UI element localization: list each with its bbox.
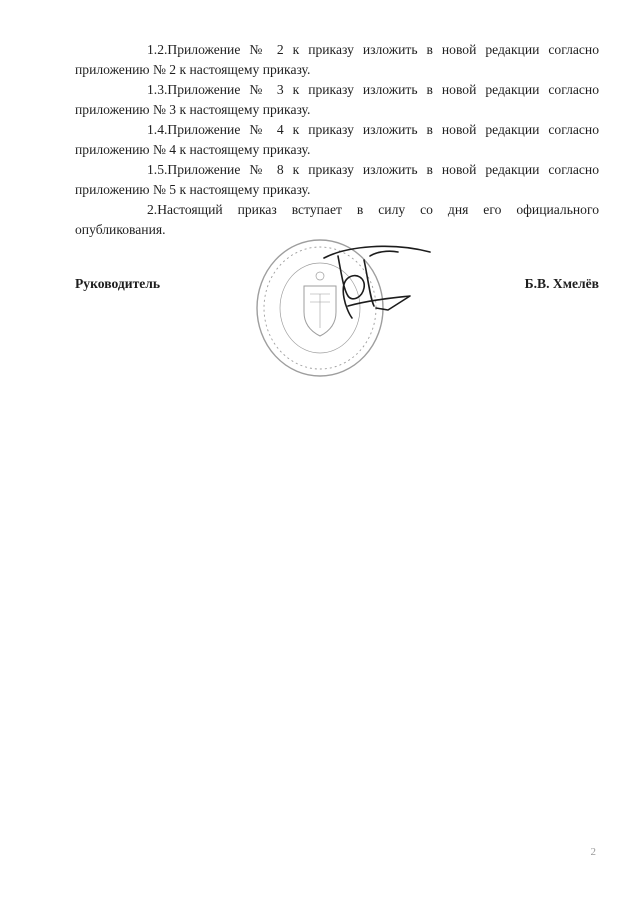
paragraph-text: Приложение № 8 к приказу изложить в новой редакции согласно приложению № 5 к настоящему приказу.: [75, 162, 599, 197]
paragraph-1-2: [75, 40, 599, 80]
paragraph-1-3: [75, 80, 599, 120]
paragraph-number: 1.2.: [147, 42, 168, 57]
paragraph-1-5: [75, 160, 599, 200]
signatory-position: Руководитель: [75, 276, 161, 291]
paragraph-text: Приложение № 4 к приказу изложить в новой редакции согласно приложению № 4 к настоящему приказу.: [75, 122, 599, 157]
document-body: [75, 40, 599, 240]
page-number: 2: [590, 846, 596, 858]
paragraph-number: 1.4.: [147, 122, 168, 137]
paragraph-1-4: [75, 120, 599, 160]
paragraph-text: Приложение № 2 к приказу изложить в новой редакции согласно приложению № 2 к настоящему приказу.: [75, 42, 599, 77]
signature-block: [75, 276, 599, 296]
paragraph-text: Настоящий приказ вступает в силу со дня его официального опубликования.: [75, 202, 599, 237]
paragraph-number: 2.: [147, 202, 158, 217]
signatory-name: Б.В. Хмелёв: [524, 276, 599, 291]
paragraph-text: Приложение № 3 к приказу изложить в новой редакции согласно приложению № 3 к настоящему приказу.: [75, 82, 599, 117]
official-seal-with-signature: [252, 228, 442, 388]
paragraph-number: 1.5.: [147, 162, 168, 177]
paragraph-number: 1.3.: [147, 82, 168, 97]
